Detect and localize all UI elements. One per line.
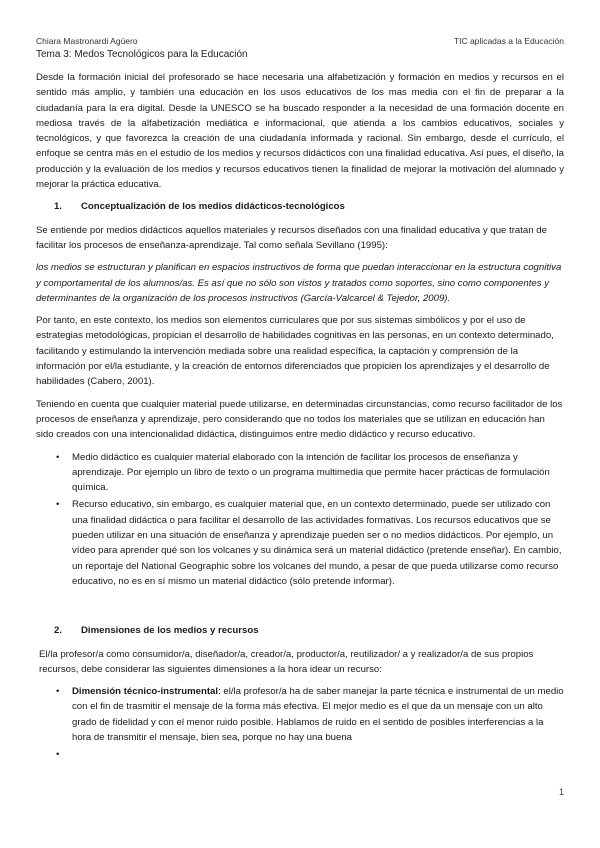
header-course: TIC aplicadas a la Educación xyxy=(453,36,564,46)
intro-paragraph: Desde la formación inicial del profesorado se hace necesaria una alfabetización y formación en medios y recursos en el sentido más amplio, y también una educación en los usos educativos de los mas media con el fin de preparar a la ciudadanía para la era digital. Desde la UNESCO se ha buscado responder a la necesidad de una formación docente en mediosa través de la alfabetización mediática e informacional, que atienda a los cambios educativos, sociales y tecnológicos, y que favorezca la creación de una ciudadanía informada y racional. Sin embargo, desde el currículo, el enfoque se centra más en el estudio de los medios y recursos didácticos con una finalidad educativa. Así pues, el diseño, la producción y la evaluación de los medios y recursos educativos tienen la finalidad de mejorar la motivación del alumnado y mejorar la práctica educativa. xyxy=(36,72,564,191)
list-item-text: : el/la profesor/a ha de saber manejar la parte técnica e instrumental de un medio con el fin de trasmitir el mensaje de la forma más efectiva. El mejor medio es el que da un mensaje con un alto grado de fidelidad y con el menor ruido posible. Hablamos de ruido en el sentido de posibles interferencias a la hora de transmitir el mensaje, bien sea, porque no hay una buena xyxy=(72,686,564,743)
section-1-paragraph-3: Teniendo en cuenta que cualquier material puede utilizarse, en determinadas circunstancias, como recurso facilitador de los procesos de enseñanza y aprendizaje, pero considerando que no todos los materiales que se utilizan en educación han sido creados con una intencionalidad didáctica, distinguimos entre medio didáctico y recurso educativo. xyxy=(36,398,563,441)
section-2-list xyxy=(36,684,564,762)
section-2-title: Dimensiones de los medios y recursos xyxy=(81,625,259,637)
list-item xyxy=(36,450,564,496)
bullet-icon: • xyxy=(56,451,60,463)
list-item-empty xyxy=(36,747,564,762)
page-number: 1 xyxy=(558,787,564,797)
header-author: Chiara Mastronardi Agüero xyxy=(36,36,138,46)
list-item-text: Recurso educativo, sin embargo, es cualquier material que, en un contexto determinado, puede ser utilizado con una finalidad didáctica o para facilitar el desarrollo de las actividades formativas. Los recursos educativos que se pueden utilizar en una situación de enseñanza y aprendizaje pueden ser o no medios didácticos. Por ejemplo, un vídeo para aprender qué son los volcanes y su dinámica será un material didáctico (pretende enseñar). En cambio, un reportaje del National Geographic sobre los volcanes del mundo, a pesar de que pueda utilizarse como recurso educativo, no es en sí mismo un material didáctico (sólo pretende informar). xyxy=(72,499,562,587)
section-2-number: 2. xyxy=(54,625,63,637)
list-item-text: Medio didáctico es cualquier material elaborado con la intención de facilitar los procesos de enseñanza y aprendizaje. Por ejemplo un libro de texto o un programa multimedia que permite hacer prácticas de formulación química. xyxy=(72,451,550,494)
bullet-icon: • xyxy=(56,749,60,761)
section-2-heading xyxy=(36,623,564,638)
topic-title: Tema 3: Medos Tecnológicos para la Educación xyxy=(36,49,248,60)
section-1-title: Conceptualización de los medios didácticos-tecnológicos xyxy=(81,201,345,213)
list-item xyxy=(36,497,564,589)
bullet-icon: • xyxy=(56,686,60,698)
section-1-number: 1. xyxy=(54,201,63,213)
list-item-bold-label: Dimensión técnico-instrumental xyxy=(72,686,219,698)
section-1-heading xyxy=(36,199,564,214)
bullet-icon: • xyxy=(56,499,60,511)
section-1-list xyxy=(36,450,564,590)
section-1-paragraph-2: Por tanto, en este contexto, los medios son elementos curriculares que por sus sistemas simbólicos y por el uso de estrategias metodológicas, propician el desarrollo de habilidades cognitivas en las personas, en un contexto determinado, facilitando y estimulando la intervención mediada sobre una realidad específica, la captación y comprensión de la información por el/la estudiante, y la creación de entornos diferenciados que propicien los aprendizajes y el desarrollo de habilidades (Cabero, 2001). xyxy=(36,315,554,388)
section-1-paragraph-1: Se entiende por medios didácticos aquellos materiales y recursos diseñados con una finalidad educativa y que tratan de facilitar los procesos de enseñanza-aprendizaje. Tal como señala Sevillano (1995): xyxy=(36,224,547,251)
list-item xyxy=(36,684,564,745)
section-2-paragraph-1: El/la profesor/a como consumidor/a, diseñador/a, creador/a, productor/a, reutilizador/ a y realizador/a de sus propios recursos, debe considerar las siguientes dimensiones a la hora idear un recurso: xyxy=(39,648,534,675)
document-body xyxy=(36,70,564,771)
section-1-quote: los medios se estructuran y planifican en espacios instructivos de forma que puedan interaccionar en la estructura cognitiva y comportamental de los alumnos/as. Es así que no sólo son vistos y tratados como soportes, sino como componentes y determinantes de la organización de los procesos instructivos (García-Valcarcel & Tejedor, 2009). xyxy=(36,262,562,304)
section-spacer xyxy=(36,597,564,619)
